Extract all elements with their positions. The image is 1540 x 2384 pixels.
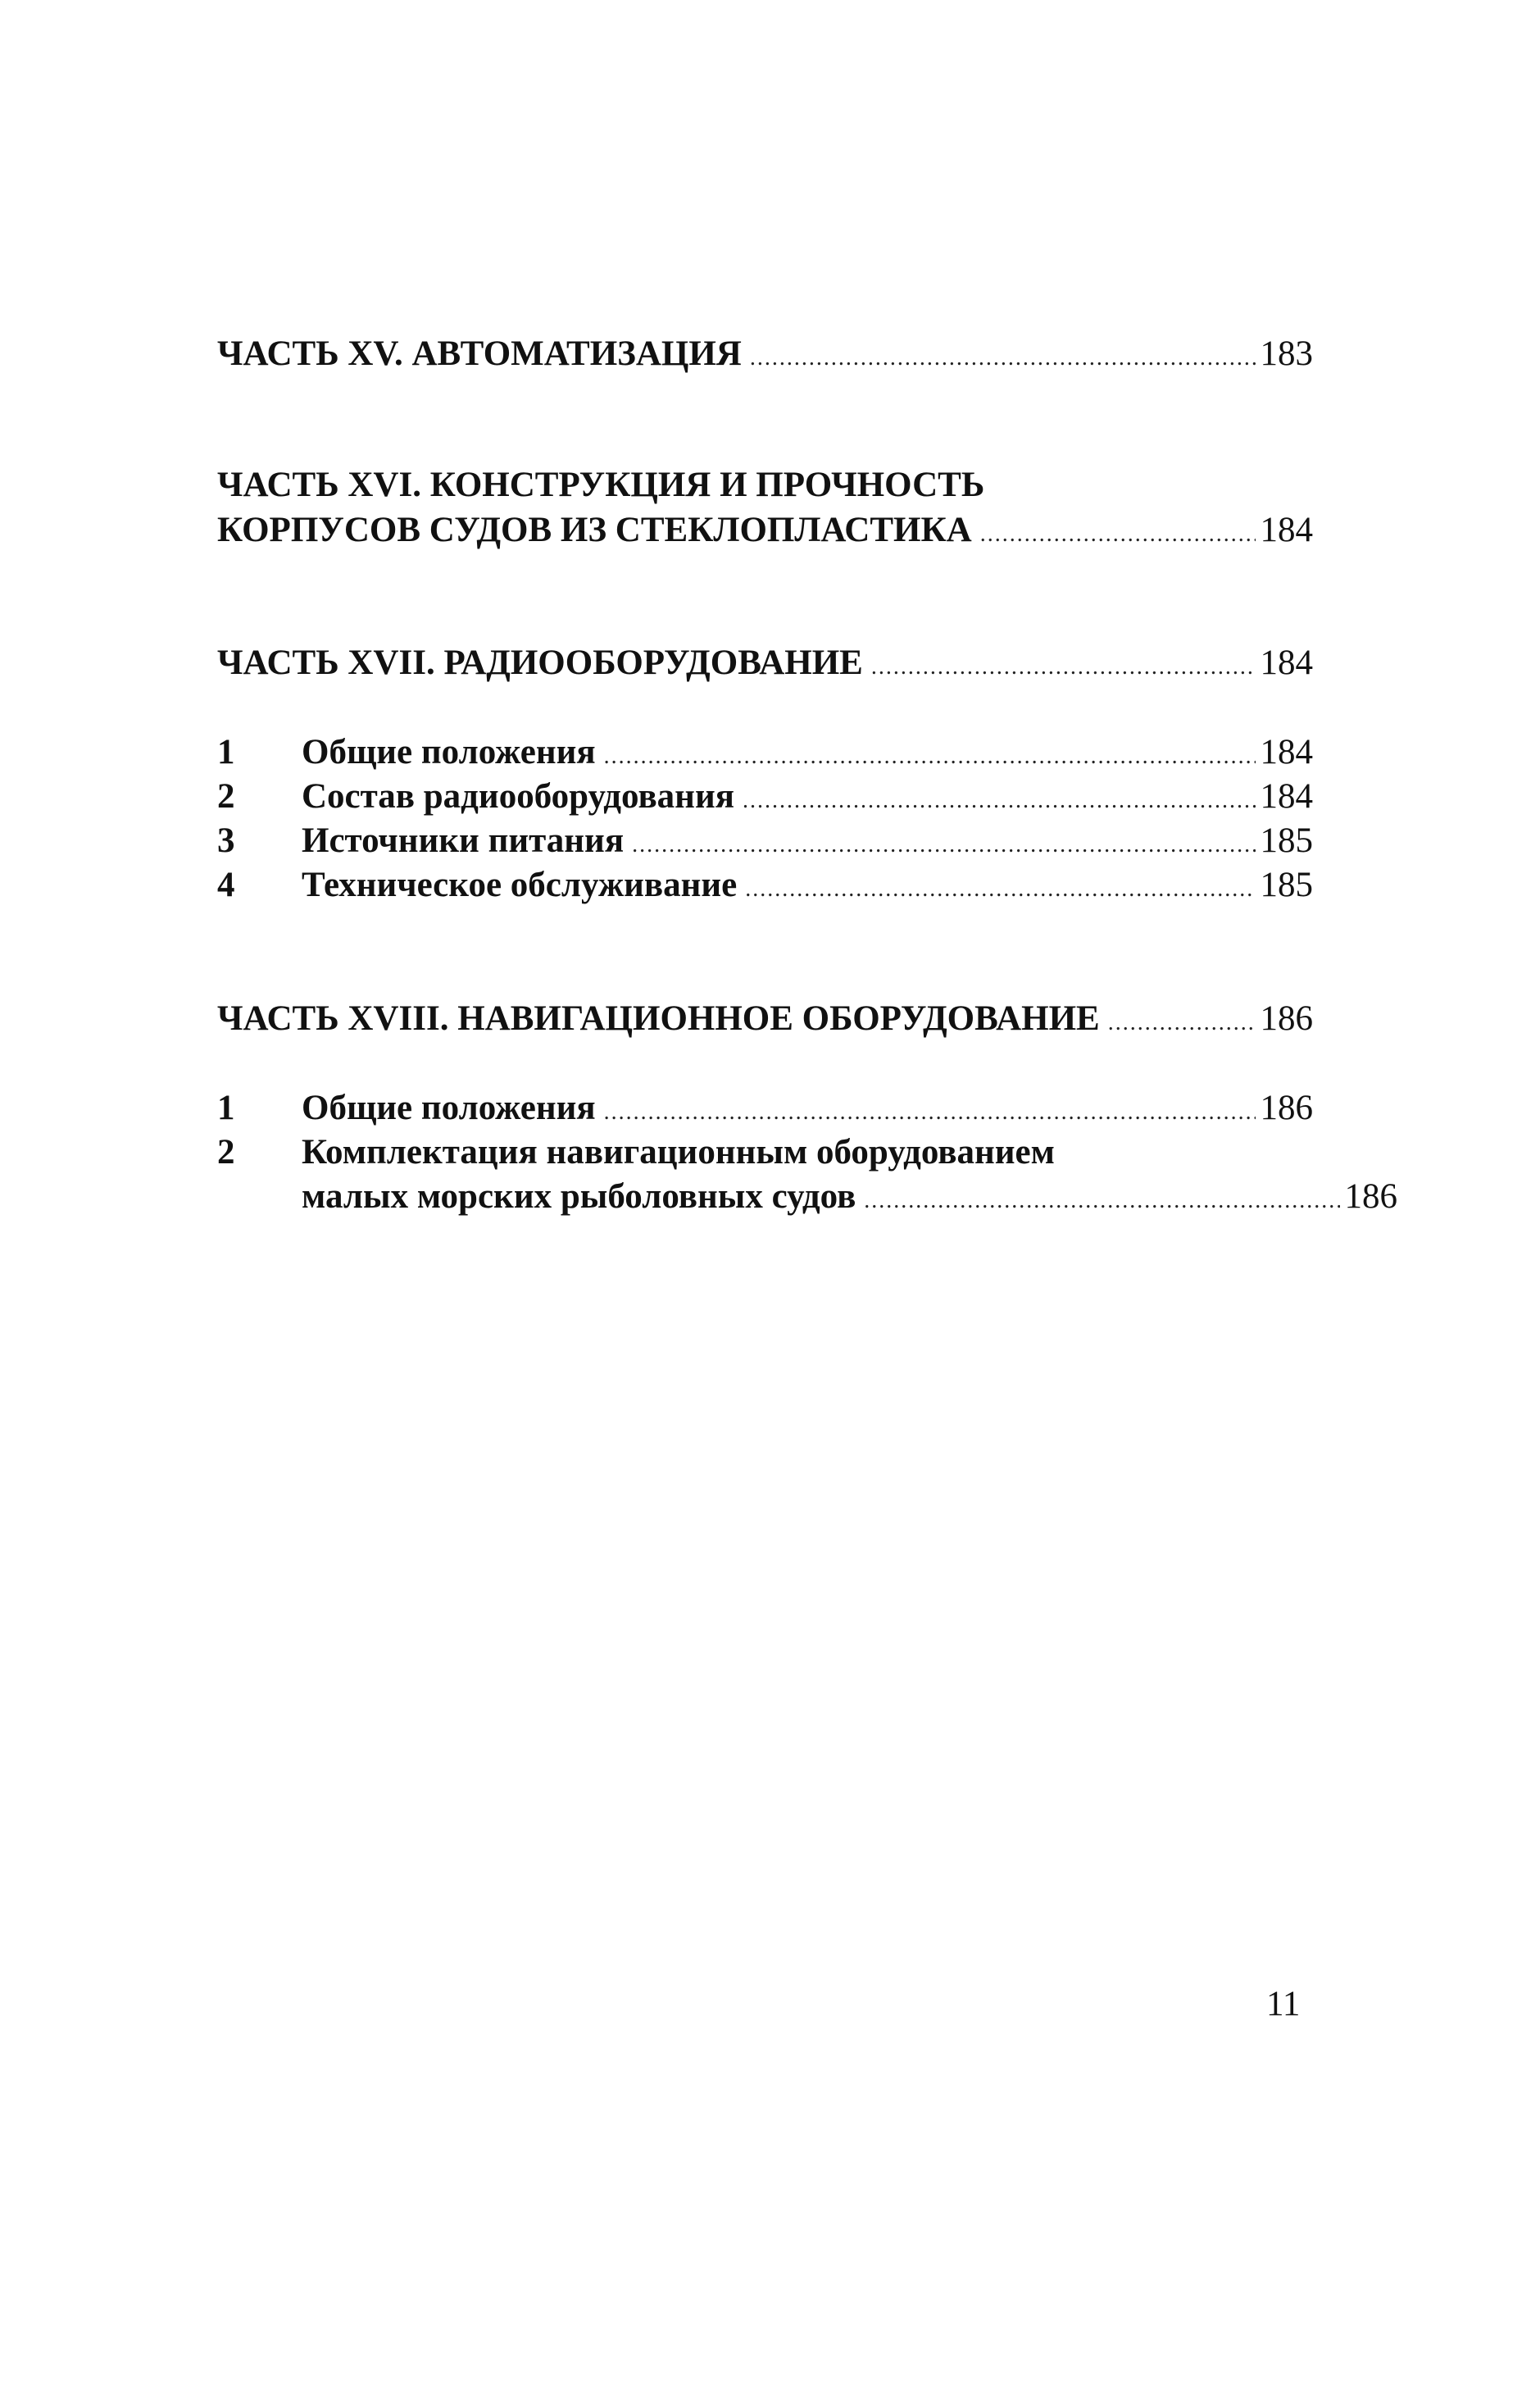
toc-entry-part-16-line2[interactable] (217, 508, 1313, 553)
toc-subentry-number: 2 (217, 1133, 235, 1172)
toc-entry-page: 184 (1260, 644, 1313, 682)
dot-leader (604, 735, 1256, 779)
toc-subentry-title: Источники питания (302, 821, 625, 860)
toc-subentry-17-3[interactable] (217, 819, 1313, 863)
toc-subentry-17-1[interactable] (217, 730, 1313, 775)
dot-leader (1108, 1001, 1256, 1045)
toc-subentry-18-1[interactable] (217, 1086, 1313, 1131)
dot-leader (632, 823, 1255, 867)
dot-leader (743, 779, 1256, 823)
toc-entry-page: 183 (1260, 334, 1313, 373)
dot-leader (750, 336, 1256, 380)
toc-subentry-title: Общие положения (302, 733, 596, 771)
dot-leader (745, 867, 1255, 912)
dot-leader (604, 1090, 1256, 1135)
toc-subentry-title: Состав радиооборудования (302, 777, 734, 816)
toc-subentry-title: Техническое обслуживание (302, 866, 738, 904)
toc-subentry-17-2[interactable] (217, 775, 1313, 819)
toc-subentry-page: 185 (1260, 866, 1313, 904)
toc-entry-part-16-line1[interactable] (217, 463, 1313, 507)
toc-subentry-18-2-line1[interactable] (217, 1131, 1313, 1175)
toc-subentry-number: 4 (217, 866, 235, 904)
toc-entry-title: ЧАСТЬ XVI. КОНСТРУКЦИЯ И ПРОЧНОСТЬ (217, 466, 985, 504)
toc-subentry-title: Общие положения (302, 1089, 596, 1127)
toc-subentry-number: 2 (217, 777, 235, 816)
toc-entry-part-17[interactable] (217, 641, 1313, 685)
page-number: 11 (1266, 1985, 1301, 2023)
toc-subentry-title-continued: малых морских рыболовных судов (302, 1177, 856, 1216)
toc-subentry-number: 3 (217, 821, 235, 860)
toc-subentry-page: 186 (1260, 1089, 1313, 1127)
dot-leader (864, 1179, 1339, 1223)
toc-entry-title: ЧАСТЬ XVII. РАДИООБОРУДОВАНИЕ (217, 644, 863, 682)
toc-entry-part-18[interactable] (217, 997, 1313, 1041)
toc-subentry-18-2-line2[interactable] (217, 1175, 1397, 1219)
toc-entry-title: ЧАСТЬ XVIII. НАВИГАЦИОННОЕ ОБОРУДОВАНИЕ (217, 999, 1100, 1038)
toc-subentry-number: 1 (217, 733, 235, 771)
toc-entry-page: 184 (1260, 511, 1313, 549)
toc-subentry-page: 184 (1260, 733, 1313, 771)
toc-subentry-number: 1 (217, 1089, 235, 1127)
toc-entry-page: 186 (1260, 999, 1313, 1038)
toc-subentry-title: Комплектация навигационным оборудованием (302, 1133, 1055, 1172)
dot-leader (871, 645, 1256, 689)
dot-leader (980, 512, 1256, 557)
toc-entry-part-15[interactable] (217, 332, 1313, 376)
toc-subentry-17-4[interactable] (217, 863, 1313, 908)
toc-subentry-page: 186 (1344, 1177, 1397, 1216)
toc-subentry-page: 185 (1260, 821, 1313, 860)
toc-entry-title-continued: КОРПУСОВ СУДОВ ИЗ СТЕКЛОПЛАСТИКА (217, 511, 972, 549)
toc-entry-title: ЧАСТЬ XV. АВТОМАТИЗАЦИЯ (217, 334, 742, 373)
toc-subentry-page: 184 (1260, 777, 1313, 816)
